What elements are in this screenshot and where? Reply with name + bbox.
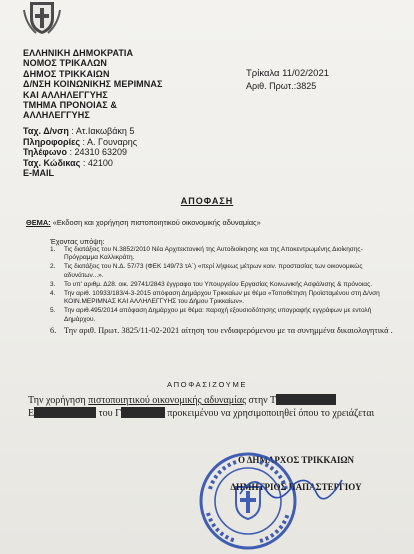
list-item bbox=[44, 281, 396, 289]
item-text: Τις διατάξεις του Ν.Δ. 57/73 (ΦΕΚ 149/73 τΑ΄) «περί λήψεως μέτρων κοιν. προστασίας των οικονομικώς αδυνάτων...». bbox=[64, 263, 363, 279]
contact-value: : Ατ.Ιακωβάκη 5 bbox=[71, 126, 135, 136]
decision-line-2 bbox=[28, 407, 398, 420]
header-line: Δ/ΝΣΗ ΚΟΙΝΩΝΙΚΗΣ ΜΕΡΙΜΝΑΣ bbox=[23, 79, 163, 90]
protocol-number: Αριθ. Πρωτ.:3825 bbox=[246, 81, 317, 91]
contact-block bbox=[23, 126, 137, 179]
signatory-name: ΔΗΜΗΤΡΙΟΣ ΠΑΠΑΣΤΕΡΓΙΟΥ bbox=[230, 482, 362, 492]
contact-label: Τηλέφωνο bbox=[23, 147, 67, 158]
decision-text-part: προκειμένου να χρησιμοποιηθεί όπου το χρειάζεται bbox=[164, 408, 375, 419]
item-number: 3. bbox=[50, 280, 56, 288]
item-text: Το υπ' αριθμ. Δ28. οικ. 29741/2843 έγγραφο του Υπουργείου Εργασίας Κοινωνικής Ασφάλισης & πρόνοιας. bbox=[64, 280, 373, 288]
greek-emblem-icon bbox=[22, 0, 62, 36]
decision-text-part: Την χορήγηση bbox=[28, 395, 89, 406]
item-number: 5. bbox=[50, 307, 56, 315]
decision-text bbox=[28, 394, 398, 420]
subject-label: ΘΕΜΑ: bbox=[26, 218, 51, 227]
header-line: ΝΟΜΟΣ ΤΡΙΚΑΛΩΝ bbox=[23, 58, 108, 69]
contact-row bbox=[23, 147, 137, 158]
decision-text-part: Ε bbox=[28, 408, 35, 419]
date-protocol-block bbox=[246, 68, 329, 92]
handwritten-signature-icon bbox=[236, 468, 346, 504]
header-line: ΔΗΜΟΣ ΤΡΙΚΚΑΙΩΝ bbox=[23, 68, 110, 79]
subject-text: «Εκδοση και χορήγηση πιστοποιητικού οικονομικής αδυναμίας» bbox=[52, 218, 261, 227]
contact-label: Ταχ. Κώδικας bbox=[23, 157, 81, 168]
item-number: 4. bbox=[50, 290, 56, 298]
item-number: 2. bbox=[50, 263, 56, 271]
redacted-name bbox=[276, 394, 336, 405]
contact-label: E-MAIL bbox=[23, 168, 54, 179]
list-item bbox=[44, 263, 396, 279]
item-number: 1. bbox=[50, 246, 56, 253]
contact-label: Πληροφορίες bbox=[23, 136, 81, 147]
header-line: ΤΜΗΜΑ ΠΡΟΝΟΙΑΣ & bbox=[23, 100, 117, 111]
header-line: ΚΑΙ ΑΛΛΗΛΕΓΓΥΗΣ bbox=[23, 89, 108, 100]
document-title: ΑΠΟΦΑΣΗ bbox=[180, 196, 234, 206]
contact-row bbox=[23, 137, 137, 148]
document-date: Τρίκαλα 11/02/2021 bbox=[246, 68, 330, 79]
header-line: ΑΛΛΗΛΕΓΓΥΗΣ bbox=[23, 110, 90, 121]
signatory-title: Ο ΔΗΜΑΡΧΟΣ ΤΡΙΚΚΑΙΩΝ bbox=[237, 455, 355, 465]
contact-row bbox=[23, 158, 137, 169]
item-text: Την αριθ. Πρωτ. 3825/11-02-2021 αίτηση του ενδιαφερόμενου με τα συνημμένα δικαιολογητικά . bbox=[64, 325, 393, 335]
contact-row bbox=[23, 126, 137, 137]
decision-heading: ΑΠΟΦΑΣΙΖΟΥΜΕ bbox=[166, 380, 248, 389]
list-item bbox=[44, 290, 396, 306]
redacted-name bbox=[121, 407, 165, 418]
list-item bbox=[44, 326, 396, 337]
contact-value: : 24310 63209 bbox=[69, 147, 128, 158]
issuer-header bbox=[23, 48, 223, 121]
redacted-name bbox=[34, 407, 96, 418]
list-item bbox=[44, 246, 396, 262]
decision-text-part: στην Τ bbox=[246, 395, 277, 406]
list-item bbox=[44, 307, 396, 323]
item-number: 6. bbox=[50, 325, 57, 335]
contact-value: : 42100 bbox=[82, 157, 113, 168]
certificate-name: πιστοποιητικού οικονομικής αδυναμίας bbox=[88, 395, 247, 406]
decision-text-part: του Γ bbox=[96, 408, 121, 419]
considerations-list bbox=[44, 246, 396, 337]
subject-line bbox=[26, 218, 396, 227]
item-text: Τις διατάξεις του Ν.3852/2010 Νέα Αρχιτεκτονική της Αυτοδιοίκησης και της Αποκεντρωμένης Διοίκησης-Πρόγραμμα Καλλικράτη. bbox=[64, 246, 363, 262]
header-line: ΕΛΛΗΝΙΚΗ ΔΗΜΟΚΡΑΤΙΑ bbox=[23, 48, 134, 58]
contact-value: : Α. Γουναρης bbox=[82, 136, 138, 147]
contact-label: Ταχ. Δ/νση bbox=[23, 126, 69, 136]
having-regard-heading: Έχοντας υπόψη: bbox=[50, 237, 105, 246]
item-text: Την αριθ. 10933/183/4-3-2015 απόφαση Δημάρχου Τρικκαίων με θέμα «Τοποθέτηση Προϊσταμένου στη Δ/νση ΚΟΙΝ.ΜΕΡΙΜΝΑΣ ΚΑΙ ΑΛΛΗΛΕΓΓΥΗΣ του Δήμου Τρικκαίων». bbox=[64, 290, 380, 306]
decision-line-1 bbox=[28, 394, 398, 407]
contact-row bbox=[23, 168, 137, 179]
item-text: Την αριθ.495/2014 απόφαση Δημάρχου με θέμα: παροχή εξουσιοδότησης υπογραφής εγγράφων με εντολή Δημάρχου. bbox=[64, 307, 372, 323]
